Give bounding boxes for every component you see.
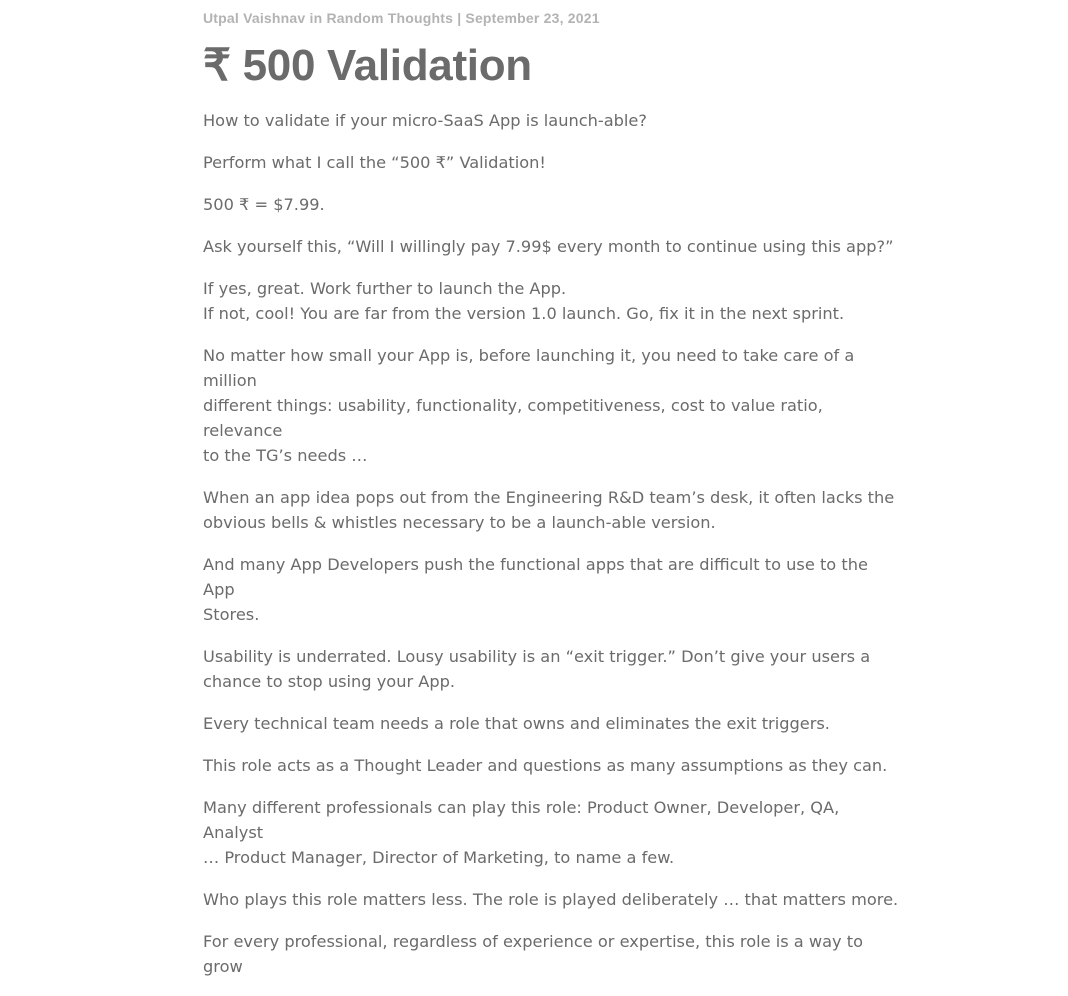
post-paragraph [203,711,903,736]
post-paragraph [203,108,903,133]
paragraph-line: When an app idea pops out from the Engineering R&D team’s desk, it often lacks the [203,488,895,507]
post-body [203,108,903,979]
meta-in: in [309,10,323,26]
paragraph-line: Stores. [203,605,260,624]
paragraph-line: If not, cool! You are far from the version 1.0 launch. Go, fix it in the next sprint. [203,304,845,323]
paragraph-line: 500 ₹ = $7.99. [203,195,325,214]
post-paragraph [203,644,903,694]
paragraph-line: Ask yourself this, “Will I willingly pay 7.99$ every month to continue using this app?” [203,237,894,256]
paragraph-line: chance to stop using your App. [203,672,456,691]
post-paragraph [203,929,903,979]
paragraph-line: obvious bells & whistles necessary to be a launch-able version. [203,513,716,532]
post-paragraph [203,234,903,259]
paragraph-line: And many App Developers push the functional apps that are difficult to use to the App [203,555,868,599]
paragraph-line: Every technical team needs a role that owns and eliminates the exit triggers. [203,714,830,733]
post-title: ₹ 500 Validation [203,41,532,90]
paragraph-line: Many different professionals can play this role: Product Owner, Developer, QA, Analyst [203,798,840,842]
post-paragraph [203,343,903,468]
paragraph-line: to the TG’s needs … [203,446,368,465]
post-paragraph [203,192,903,217]
author-link[interactable]: Utpal Vaishnav [203,10,306,26]
meta-separator: | [457,10,462,26]
post-paragraph [203,485,903,535]
paragraph-line: No matter how small your App is, before launching it, you need to take care of a million [203,346,855,390]
paragraph-line: Who plays this role matters less. The role is played deliberately … that matters more. [203,890,899,909]
paragraph-line: How to validate if your micro-SaaS App is launch-able? [203,111,647,130]
date-link[interactable]: September 23, 2021 [465,10,600,26]
category-link[interactable]: Random Thoughts [326,10,454,26]
post-meta [203,10,903,26]
paragraph-line: Perform what I call the “500 ₹” Validation! [203,153,546,172]
paragraph-line: different things: usability, functionality, competitiveness, cost to value ratio, relevance [203,396,823,440]
article [203,0,903,996]
post-paragraph [203,276,903,326]
paragraph-line: Usability is underrated. Lousy usability is an “exit trigger.” Don’t give your users a [203,647,871,666]
post-paragraph [203,887,903,912]
paragraph-line: This role acts as a Thought Leader and questions as many assumptions as they can. [203,756,888,775]
post-paragraph [203,150,903,175]
paragraph-line: For every professional, regardless of experience or expertise, this role is a way to grow [203,932,864,976]
post-paragraph [203,753,903,778]
paragraph-line: If yes, great. Work further to launch the App. [203,279,567,298]
post-paragraph [203,552,903,627]
post-paragraph [203,795,903,870]
paragraph-line: … Product Manager, Director of Marketing, to name a few. [203,848,675,867]
